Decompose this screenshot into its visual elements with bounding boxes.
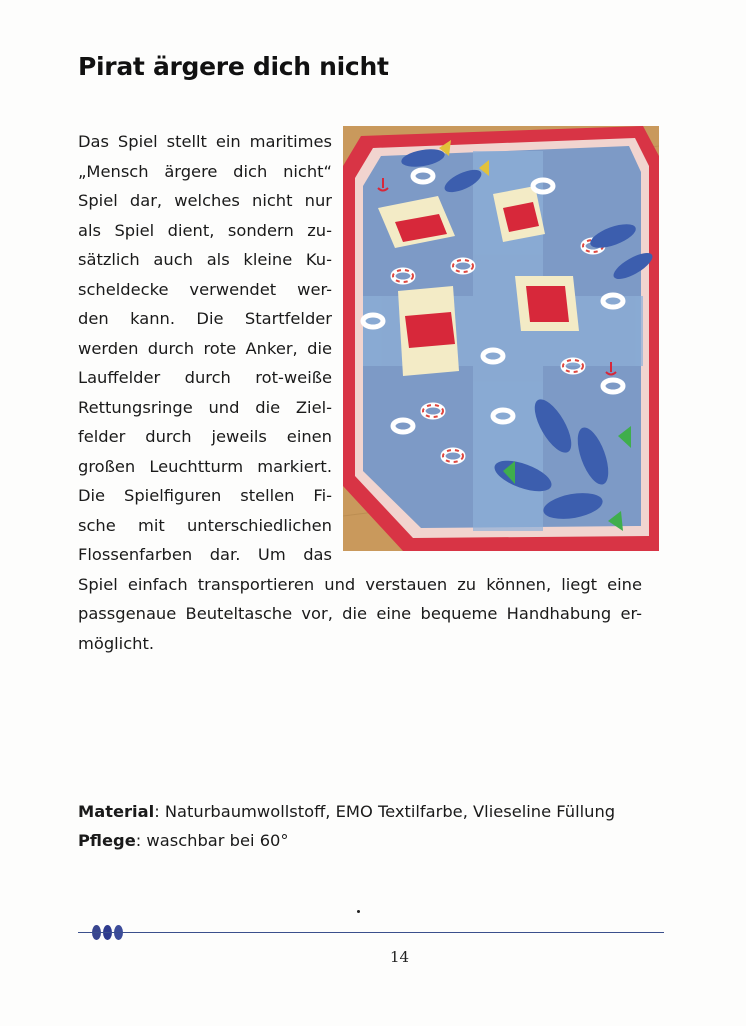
- page-number: 14: [390, 948, 410, 966]
- scan-speck: [357, 910, 360, 913]
- material-row: Material: Naturbaumwollstoff, EMO Textilfarbe, Vlieseline Füllung: [78, 802, 616, 821]
- text-line: felder durch jeweils einen: [78, 427, 332, 446]
- text-line: Flossenfarben dar. Um das: [78, 545, 332, 564]
- text-line: Spiel einfach transportieren und verstauen zu können, liegt eine: [78, 574, 642, 594]
- text-line: passgenaue Beuteltasche vor, die eine bequeme Handhabung er-: [78, 604, 642, 623]
- page-title: Pirat ärgere dich nicht: [78, 52, 389, 81]
- care-row: Pflege: waschbar bei 60°: [78, 831, 289, 850]
- material-value: Naturbaumwollstoff, EMO Textilfarbe, Vlieseline Füllung: [164, 802, 616, 821]
- text-line: Die Spielfiguren stellen Fi-: [78, 486, 332, 505]
- text-line: sche mit unterschiedlichen: [78, 515, 332, 535]
- text-line: Spiel dar, welches nicht nur: [78, 191, 332, 210]
- text-line: Rettungsringe und die Ziel-: [78, 397, 332, 417]
- care-label: Pflege: [78, 831, 136, 850]
- text-line: scheldecke verwendet wer-: [78, 279, 332, 299]
- care-value: waschbar bei 60°: [146, 831, 289, 850]
- text-line: großen Leuchtturm markiert.: [78, 456, 332, 476]
- product-specs: [78, 797, 615, 855]
- footer-rule: [78, 932, 664, 933]
- text-line: „Mensch ärgere dich nicht“: [78, 161, 332, 181]
- material-label: Material: [78, 802, 155, 821]
- text-line: sätzlich auch als kleine Ku-: [78, 250, 332, 269]
- text-line: den kann. Die Startfelder: [78, 309, 332, 328]
- text-line: Das Spiel stellt ein maritimes: [78, 132, 332, 151]
- text-line: möglicht.: [78, 633, 155, 653]
- text-line: als Spiel dient, sondern zu-: [78, 220, 332, 240]
- text-line: Lauffelder durch rot-weiße: [78, 368, 332, 387]
- text-line: werden durch rote Anker, die: [78, 338, 332, 358]
- description-paragraph: [78, 127, 642, 658]
